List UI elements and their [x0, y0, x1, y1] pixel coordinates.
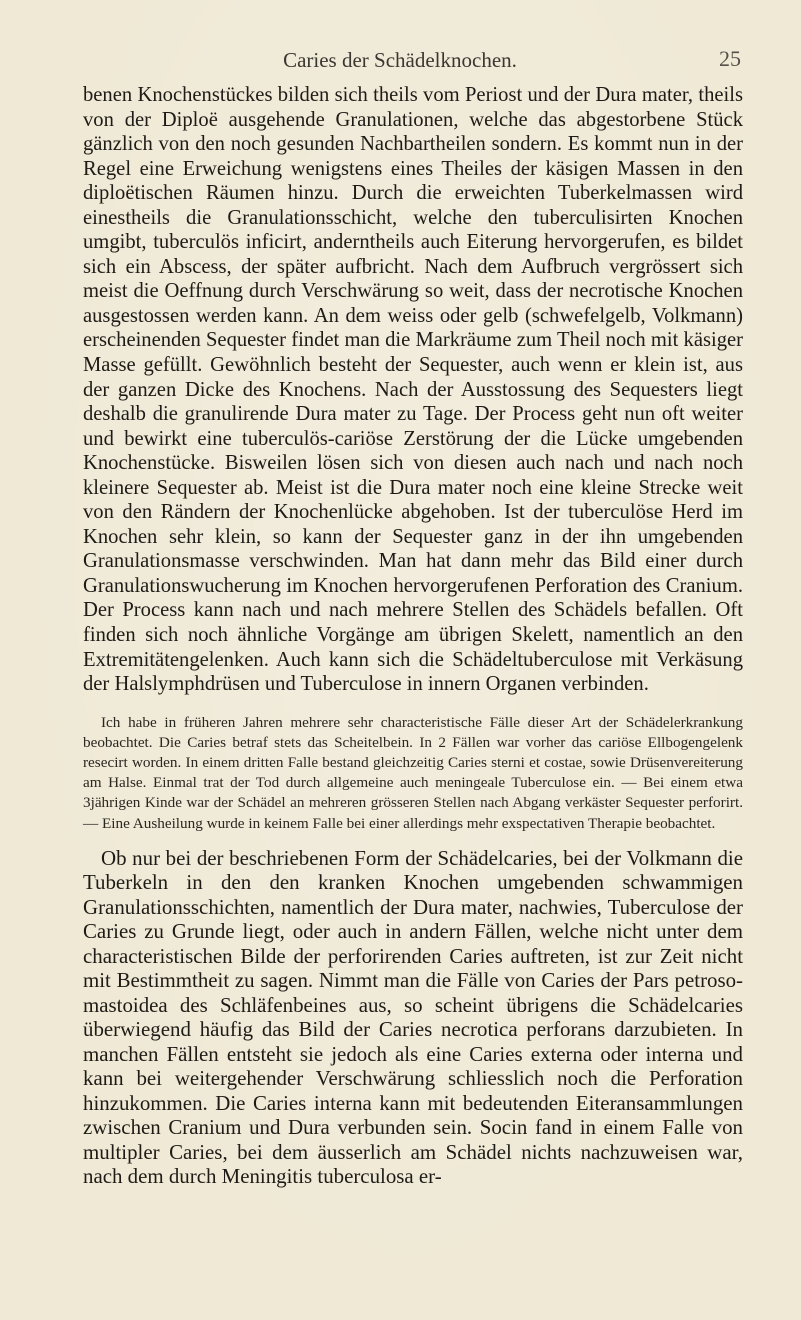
body-text: [83, 83, 743, 1189]
main-paragraph: benen Knochenstückes bilden sich theils vom Periost und der Dura mater, theils von der Diploë ausgehende Granulationen, welche das abgestorbene Stück gänzlich von den noch gesunden Nachbartheilen sondern. Es kommt nun in der Regel eine Erweichung wenigstens eines Theiles der käsigen Massen in den diploëtischen Räumen hinzu. Durch die erweichten Tuberkelmassen wird einestheils die Granulationsschicht, welche den tuberculisirten Knochen umgibt, tuberculös inficirt, anderntheils auch Eiterung hervorgerufen, es bildet sich ein Abscess, der später aufbricht. Nach dem Aufbruch vergrössert sich meist die Oeffnung durch Verschwärung so weit, dass der necrotische Knochen ausgestossen werden kann. An dem weiss oder gelb (schwefelgelb, Volkmann) erscheinenden Sequester findet man die Markräume zum Theil noch mit käsiger Masse gefüllt. Gewöhnlich besteht der Sequester, auch wenn er klein ist, aus der ganzen Dicke des Knochens. Nach der Ausstossung des Sequesters liegt deshalb die granulirende Dura mater zu Tage. Der Process geht nun oft weiter und bewirkt eine tuberculös-cariöse Zerstörung der die Lücke umgebenden Knochenstücke. Bisweilen lösen sich von diesen auch nach und nach noch kleinere Sequester ab. Meist ist die Dura mater noch eine kleine Strecke weit von den Rändern der Knochenlücke abgehoben. Ist der tuberculöse Herd im Knochen sehr klein, so kann der Sequester ganz in der ihn umgebenden Granulationsmasse verschwinden. Man hat dann mehr das Bild einer durch Granulationswucherung im Knochen hervorgerufenen Perforation des Cranium. Der Process kann nach und nach mehrere Stellen des Schädels befallen. Oft finden sich noch ähnliche Vorgänge am übrigen Skelett, namentlich an den Extremitätengelenken. Auch kann sich die Schädeltuberculose mit Verkäsung der Halslymphdrüsen und Tuberculose in innern Organen verbinden.: [83, 84, 743, 696]
running-head: [0, 46, 801, 74]
page-number: 25: [719, 46, 741, 71]
running-title: Caries der Schädelknochen.: [283, 48, 517, 72]
continuation-paragraph: Ob nur bei der beschriebenen Form der Schädelcaries, bei der Volkmann die Tuberkeln in den den kranken Knochen umgebenden schwammigen Granulationsschichten, namentlich der Dura mater, nachwies, Tuberculose der Caries zu Grunde liegt, oder auch in andern Fällen, welche nicht unter dem characteristischen Bilde der perforirenden Caries auftreten, ist zur Zeit nicht mit Bestimmtheit zu sagen. Nimmt man die Fälle von Caries der Pars petroso-mastoidea des Schläfenbeines aus, so scheint übrigens die Schädelcaries überwiegend häufig das Bild der Caries necrotica perforans darzubieten. In manchen Fällen entsteht sie jedoch als eine Caries externa oder interna und kann bei weitergehender Verschwärung schliesslich noch die Perforation hinzukommen. Die Caries interna kann mit bedeutenden Eiteransammlungen zwischen Cranium und Dura verbunden sein. Socin fand in einem Falle von multipler Caries, bei dem äusserlich am Schädel nichts nachzuweisen war, nach dem durch Meningitis tuberculosa er-: [83, 845, 743, 1189]
case-notes-paragraph: Ich habe in früheren Jahren mehrere sehr characteristische Fälle dieser Art der Schädelerkrankung beobachtet. Die Caries betraf stets das Scheitelbein. In 2 Fällen war vorher das cariöse Ellbogengelenk resecirt worden. In einem dritten Falle bestand gleichzeitig Caries sterni et costae, sowie Drüsenvereiterung am Halse. Einmal trat der Tod durch allgemeine auch meningeale Tuberculose ein. — Bei einem etwa 3jährigen Kinde war der Schädel an mehreren grösseren Stellen nach Abgang verkäster Sequester perforirt. — Eine Ausheilung wurde in keinem Falle bei einer allerdings mehr exspectativen Therapie beobachtet.: [83, 713, 743, 832]
